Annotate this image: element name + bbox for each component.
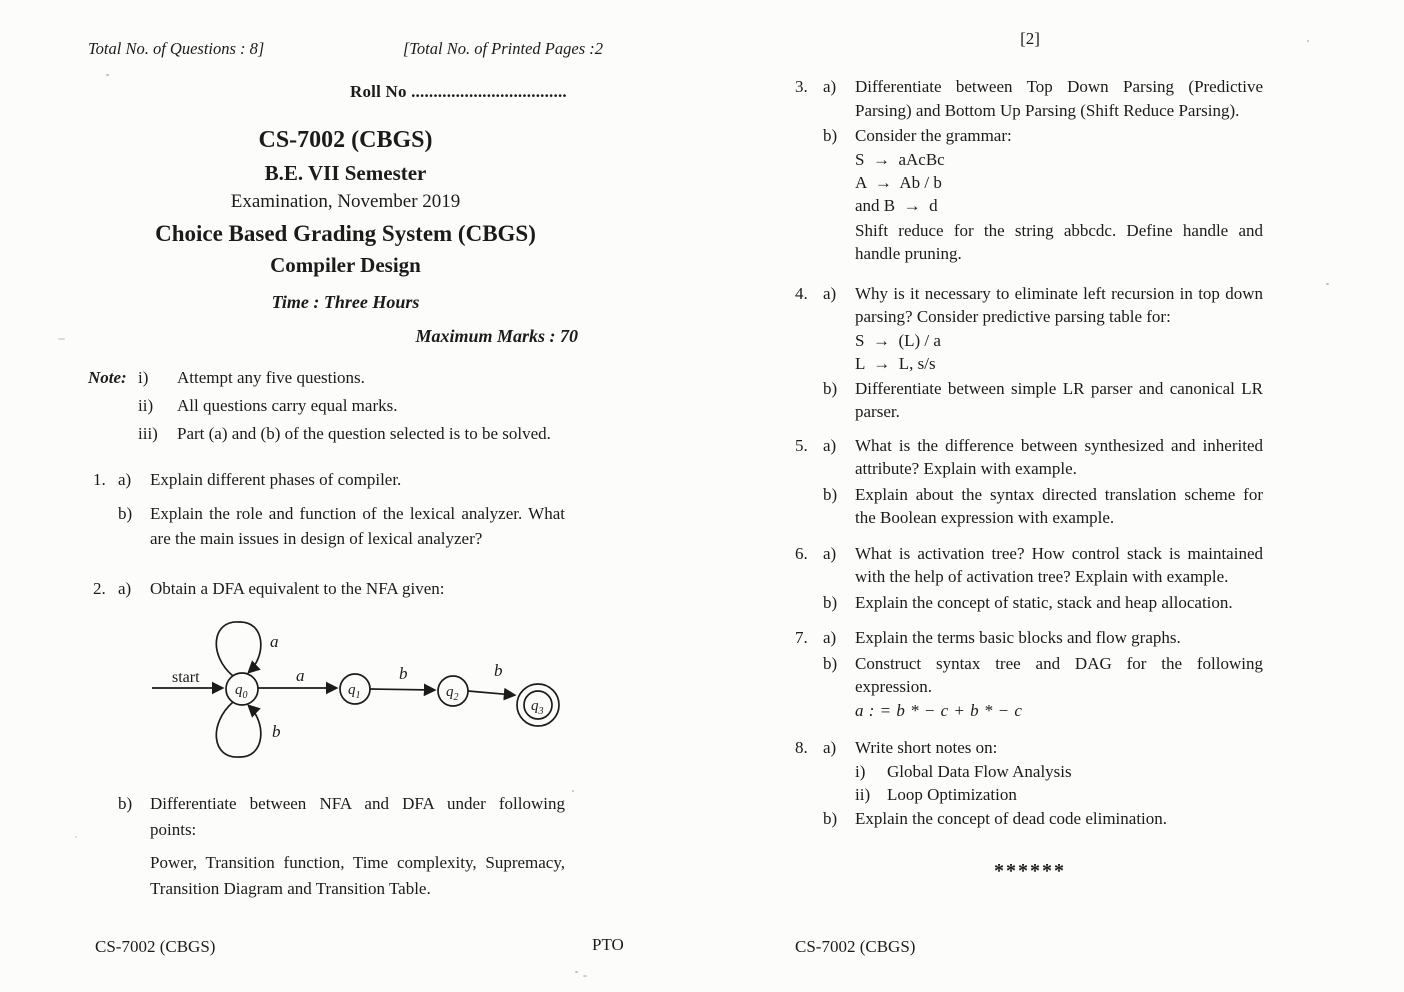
exam-line: Examination, November 2019	[230, 191, 461, 212]
title-block	[88, 126, 603, 313]
expression-line: a : = b * − c + b * − c	[855, 700, 1023, 720]
question-number: 4.	[795, 283, 808, 303]
part-label: a)	[823, 77, 837, 96]
question-number: 7.	[795, 628, 808, 647]
question-text: Differentiate between Top Down Parsing (Predictive Parsing) and Bottom Up Parsing (Shift Reduce Parsing).	[855, 77, 1263, 120]
edge-b2-label: b	[494, 661, 503, 680]
part-label: b)	[823, 378, 838, 398]
part-label: b)	[823, 484, 838, 504]
note-block	[88, 364, 603, 448]
note-label: Note:	[88, 368, 127, 387]
part-label: b)	[118, 503, 133, 523]
scan-speck	[572, 790, 574, 792]
total-questions-label: Total No. of Questions : 8]	[88, 39, 265, 58]
question-8	[795, 736, 1265, 830]
scan-speck	[1307, 40, 1309, 42]
part-label: b)	[118, 794, 133, 813]
question-text: Differentiate between simple LR parser and canonical LR parser.	[855, 378, 1263, 421]
note-item: Note: i) Attempt any five questions.	[88, 364, 603, 392]
grammar-line: L → L, s/s	[855, 353, 936, 373]
question-7	[795, 626, 1265, 722]
page-number: [2]	[1020, 29, 1040, 48]
part-label: a)	[118, 578, 132, 598]
page-2	[795, 0, 1265, 883]
question-text: Explain the terms basic blocks and flow graphs.	[855, 628, 1181, 647]
state-q3: $q_3$	[531, 698, 544, 717]
start-label: start	[172, 669, 200, 686]
part-label: a)	[118, 470, 132, 489]
footer-pto: PTO	[592, 935, 624, 954]
grammar-line: and B → d	[855, 195, 938, 215]
state-q0: $q_0$	[235, 682, 248, 701]
question-number: 2.	[93, 578, 106, 598]
course-code: CS-7002 (CBGS)	[258, 127, 433, 153]
scan-speck	[1326, 283, 1329, 285]
question-number: 1.	[93, 470, 106, 489]
scan-speck	[583, 975, 587, 977]
time-allowed: Time : Three Hours	[271, 292, 420, 312]
part-label: b)	[823, 808, 838, 828]
nfa-state-diagram	[150, 613, 600, 765]
scan-speck	[75, 836, 77, 838]
scheme-line: Choice Based Grading System (CBGS)	[155, 221, 536, 246]
printed-pages-label: [Total No. of Printed Pages :2	[402, 39, 603, 58]
part-label: b)	[823, 653, 838, 673]
note-item: ii) All questions carry equal marks.	[138, 396, 398, 415]
part-label: a)	[823, 738, 837, 757]
page-1	[88, 0, 603, 901]
loop-a-label: a	[270, 632, 279, 651]
loop-b-label: b	[272, 722, 281, 741]
question-text: Explain different phases of compiler.	[150, 470, 402, 489]
grammar-line: S → aAcBc	[855, 149, 945, 169]
edge-a-label: a	[296, 666, 305, 685]
question-4	[795, 282, 1265, 424]
question-text: Why is it necessary to eliminate left recursion in top down parsing? Consider predictive parsing table for: S → (L) / a L → L, s/s	[855, 283, 1263, 373]
part-label: a)	[823, 283, 837, 303]
footer-course-code-left: CS-7002 (CBGS)	[95, 937, 216, 956]
question-5	[795, 434, 1265, 530]
end-of-paper-stars: ******	[994, 860, 1066, 882]
question-text: What is the difference between synthesized and inherited attribute? Explain with example.	[855, 435, 1263, 478]
question-text: Differentiate between NFA and DFA under following points: Power, Transition function, Time complexity, Supremacy, Transition Diagram and Transition Table.	[150, 794, 565, 898]
scan-speck	[106, 74, 109, 76]
short-note-item: ii) Loop Optimization	[855, 785, 1017, 804]
scan-speck	[575, 971, 578, 973]
part-label: a)	[823, 543, 837, 563]
grammar-line: A → Ab / b	[855, 172, 942, 192]
question-number: 5.	[795, 435, 808, 455]
part-label: b)	[823, 126, 838, 145]
question-2	[88, 576, 603, 602]
question-1	[88, 467, 603, 552]
scan-speck	[58, 338, 65, 340]
part-label: b)	[823, 592, 838, 612]
question-text: Explain about the syntax directed translation scheme for the Boolean expression with example.	[855, 484, 1263, 527]
question-text: Construct syntax tree and DAG for the following expression. a : = b * − c + b * − c	[855, 652, 1263, 723]
subject-title: Compiler Design	[270, 253, 421, 277]
semester-line: B.E. VII Semester	[264, 161, 427, 185]
part-label: a)	[823, 435, 837, 455]
grammar-line: S → (L) / a	[855, 330, 941, 350]
question-3	[795, 75, 1265, 266]
question-number: 6.	[795, 543, 808, 563]
state-q1: $q_1$	[348, 682, 361, 701]
part-label: a)	[823, 628, 837, 647]
question-text: Explain the role and function of the lexical analyzer. What are the main issues in design of lexical analyzer?	[150, 503, 565, 548]
page1-header	[88, 38, 603, 59]
footer-course-code-right: CS-7002 (CBGS)	[795, 937, 916, 956]
question-text: Write short notes on: i) Global Data Flow Analysis ii) Loop Optimization	[855, 736, 1263, 807]
question-2b	[88, 791, 603, 901]
question-text: Consider the grammar: S → aAcBc A → Ab / b and B → d Shift reduce for the string abbcdc. Define handle and handle pruning.	[855, 126, 1263, 263]
question-text: What is activation tree? How control stack is maintained with the help of activation tree? Explain with example.	[855, 543, 1263, 586]
note-item: iii) Part (a) and (b) of the question selected is to be solved.	[138, 424, 551, 443]
roll-no-field: Roll No ...................................	[350, 82, 567, 101]
question-text: Explain the concept of static, stack and heap allocation.	[855, 592, 1233, 612]
question-number: 8.	[795, 738, 808, 757]
question-6	[795, 542, 1265, 615]
state-q2: $q_2$	[446, 684, 459, 703]
max-marks: Maximum Marks : 70	[415, 326, 578, 346]
question-text: Obtain a DFA equivalent to the NFA given:	[150, 578, 445, 598]
question-text: Explain the concept of dead code elimination.	[855, 808, 1168, 828]
question-number: 3.	[795, 77, 808, 96]
short-note-item: i) Global Data Flow Analysis	[855, 761, 1072, 781]
edge-b1-label: b	[399, 664, 408, 683]
